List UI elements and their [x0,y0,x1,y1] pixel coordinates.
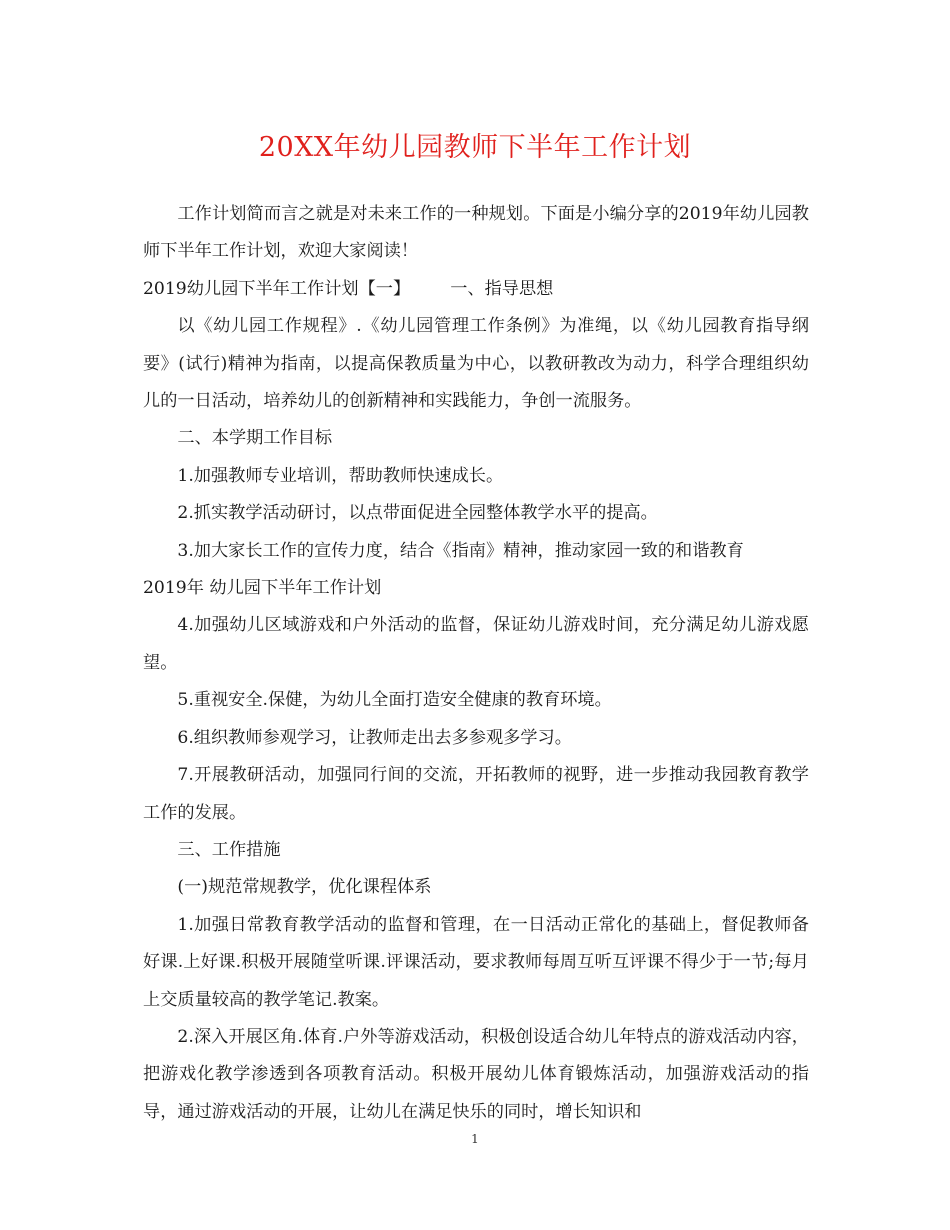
goal-item: 1.加强教师专业培训，帮助教师快速成长。 [177,465,504,486]
goal-item: 7.开展教研活动，加强同行间的交流，开拓教师的视野，进一步推动我园教育教学工作的发展。 [143,765,809,823]
page-number: 1 [471,1132,479,1146]
section-heading: 三、工作措施 [177,839,281,860]
goal-item-continuation: 2019年 幼儿园下半年工作计划 [143,578,382,599]
document-title: 20XX年幼儿园教师下半年工作计划 [258,132,692,163]
subsection-heading: (一)规范常规教学，优化课程体系 [177,877,432,898]
section-heading: 一、指导思想 [450,278,554,299]
paragraph: 以《幼儿园工作规程》.《幼儿园管理工作条例》为准绳，以《幼儿园教育指导纲要》(试行)精神为指南，以提高保教质量为中心，以教研教改为动力，科学合理组织幼儿的一日活动，培养幼儿的创新精神和实践能力，争创一流服务。 [143,316,809,412]
goal-item: 2.抓实教学活动研讨，以点带面促进全园整体教学水平的提高。 [177,503,658,524]
goal-item: 5.重视安全.保健，为幼儿全面打造安全健康的教育环境。 [177,690,612,711]
goal-item: 6.组织教师参观学习，让教师走出去多参观多学习。 [177,727,572,748]
document-body [143,196,809,1131]
goal-item: 3.加大家长工作的宣传力度，结合《指南》精神，推动家园一致的和谐教育 [177,540,744,561]
section-heading: 二、本学期工作目标 [177,428,333,449]
measure-item: 1.加强日常教育教学活动的监督和管理，在一日活动正常化的基础上，督促教师备好课.上好课.积极开展随堂听课.评课活动，要求教师每周互听互评课不得少于一节;每月上交质量较高的教学笔记.教案。 [143,914,809,1010]
plan-heading: 2019幼儿园下半年工作计划【一】 [143,278,411,299]
intro-paragraph: 工作计划简而言之就是对未来工作的一种规划。下面是小编分享的2019年幼儿园教师下半年工作计划，欢迎大家阅读！ [143,204,809,262]
measure-item: 2.深入开展区角.体育.户外等游戏活动，积极创设适合幼儿年特点的游戏活动内容，把游戏化教学渗透到各项教育活动。积极开展幼儿体育锻炼活动，加强游戏活动的指导，通过游戏活动的开展，让幼儿在满足快乐的同时，增长知识和 [143,1026,809,1122]
goal-item: 4.加强幼儿区域游戏和户外活动的监督，保证幼儿游戏时间，充分满足幼儿游戏愿望。 [143,615,809,673]
plan-heading-line [143,271,809,308]
